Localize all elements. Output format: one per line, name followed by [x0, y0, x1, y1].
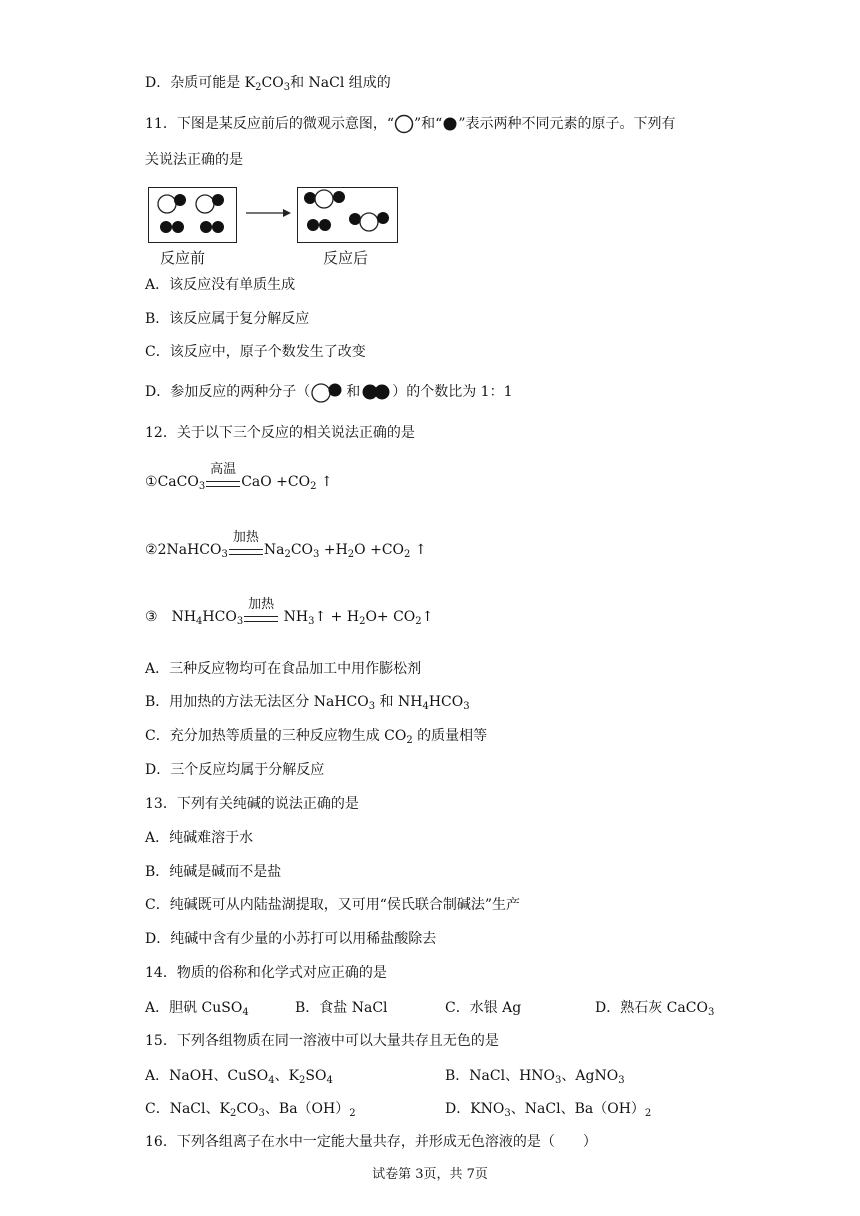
black-black-molecule-icon	[360, 382, 392, 402]
condition-high-temp: 高温	[206, 472, 240, 492]
white-black-molecule-icon	[310, 381, 346, 403]
q14-option-b: B．食盐 NaCl	[295, 1000, 388, 1016]
q15-option-a: A．NaOH、CuSO$_4$、$K_2SO_4$	[145, 1068, 333, 1086]
after-molecules	[297, 187, 399, 244]
q10-option-d: D．杂质可能是 $K_2CO_3$和 NaCl 组成的	[145, 75, 391, 93]
q11-option-a: A．该反应没有单质生成	[145, 277, 296, 293]
q11-option-c: C．该反应中，原子个数发生了改变	[145, 344, 366, 360]
q12-option-a: A．三种反应物均可在食品加工中用作膨松剂	[145, 661, 422, 677]
q14-option-c: C．水银 Ag	[445, 1000, 522, 1016]
q13-option-a: A．纯碱难溶于水	[145, 830, 254, 846]
q15-stem: 15．下列各组物质在同一溶液中可以大量共存且无色的是	[145, 1033, 499, 1049]
q12-option-b: B．用加热的方法无法区分 NaHCO$_3$ 和 $NH_4HCO_3$	[145, 694, 470, 712]
q12-stem: 12．关于以下三个反应的相关说法正确的是	[145, 425, 415, 441]
q11-option-b: B．该反应属于复分解反应	[145, 311, 310, 327]
q15-option-b: B．NaCl、$HNO_3$、AgNO$_3$	[445, 1068, 625, 1086]
label-after: 反应后	[323, 249, 369, 267]
before-molecules	[148, 187, 238, 244]
q11-stem-line1: 11．下图是某反应前后的微观示意图，“ ”和“ ”表示两种不同元素的原子。下列有	[145, 116, 676, 132]
q12-equation-2: ②2NaHCO$_3$ 加热 $Na_2CO_3 +H_2O +CO_2$ ↑	[145, 530, 427, 560]
q14-stem: 14．物质的俗称和化学式对应正确的是	[145, 965, 387, 981]
q16-stem: 16．下列各组离子在水中一定能大量共存，并形成无色溶液的是（ ）	[145, 1134, 597, 1150]
q11-option-d: D．参加反应的两种分子（ 和 ）的个数比为 1：1	[145, 381, 513, 403]
page-footer: 试卷第 3页，共 7页	[372, 1167, 488, 1182]
q11-stem-line2: 关说法正确的是	[145, 152, 243, 168]
condition-heat: 加热	[229, 540, 263, 560]
black-atom-icon	[442, 116, 458, 132]
q12-option-c: C．充分加热等质量的三种反应物生成 $CO_2$ 的质量相等	[145, 728, 488, 746]
label-before: 反应前	[160, 249, 206, 267]
q12-equation-3: ③ $NH_4HCO_3$ 加热 $NH_3↑ + H_2O+$ $CO_2↑$	[145, 597, 434, 627]
q15-option-c: C．NaCl、$K_2CO_3$、$Ba(OH)_2$	[145, 1101, 356, 1119]
reaction-arrow-icon	[245, 205, 293, 221]
q14-option-d: D．熟石灰 CaCO$_3$	[595, 1000, 715, 1018]
q15-option-d: D．$KNO_3$、NaCl、$Ba(OH)_2$	[445, 1101, 652, 1119]
white-atom-icon	[394, 114, 414, 134]
q12-equation-1: ①CaCO$_3$ 高温 CaO $+CO_2$ ↑	[145, 462, 333, 492]
q13-option-c: C．纯碱既可从内陆盐湖提取，又可用“侯氏联合制碱法”生产	[145, 897, 521, 913]
q13-option-b: B．纯碱是碱而不是盐	[145, 864, 282, 880]
q14-option-a: A．胆矾 CuSO$_4$	[145, 1000, 249, 1018]
condition-heat: 加热	[244, 607, 278, 627]
q13-option-d: D．纯碱中含有少量的小苏打可以用稀盐酸除去	[145, 931, 437, 947]
q13-stem: 13．下列有关纯碱的说法正确的是	[145, 796, 359, 812]
q12-option-d: D．三个反应均属于分解反应	[145, 762, 325, 778]
